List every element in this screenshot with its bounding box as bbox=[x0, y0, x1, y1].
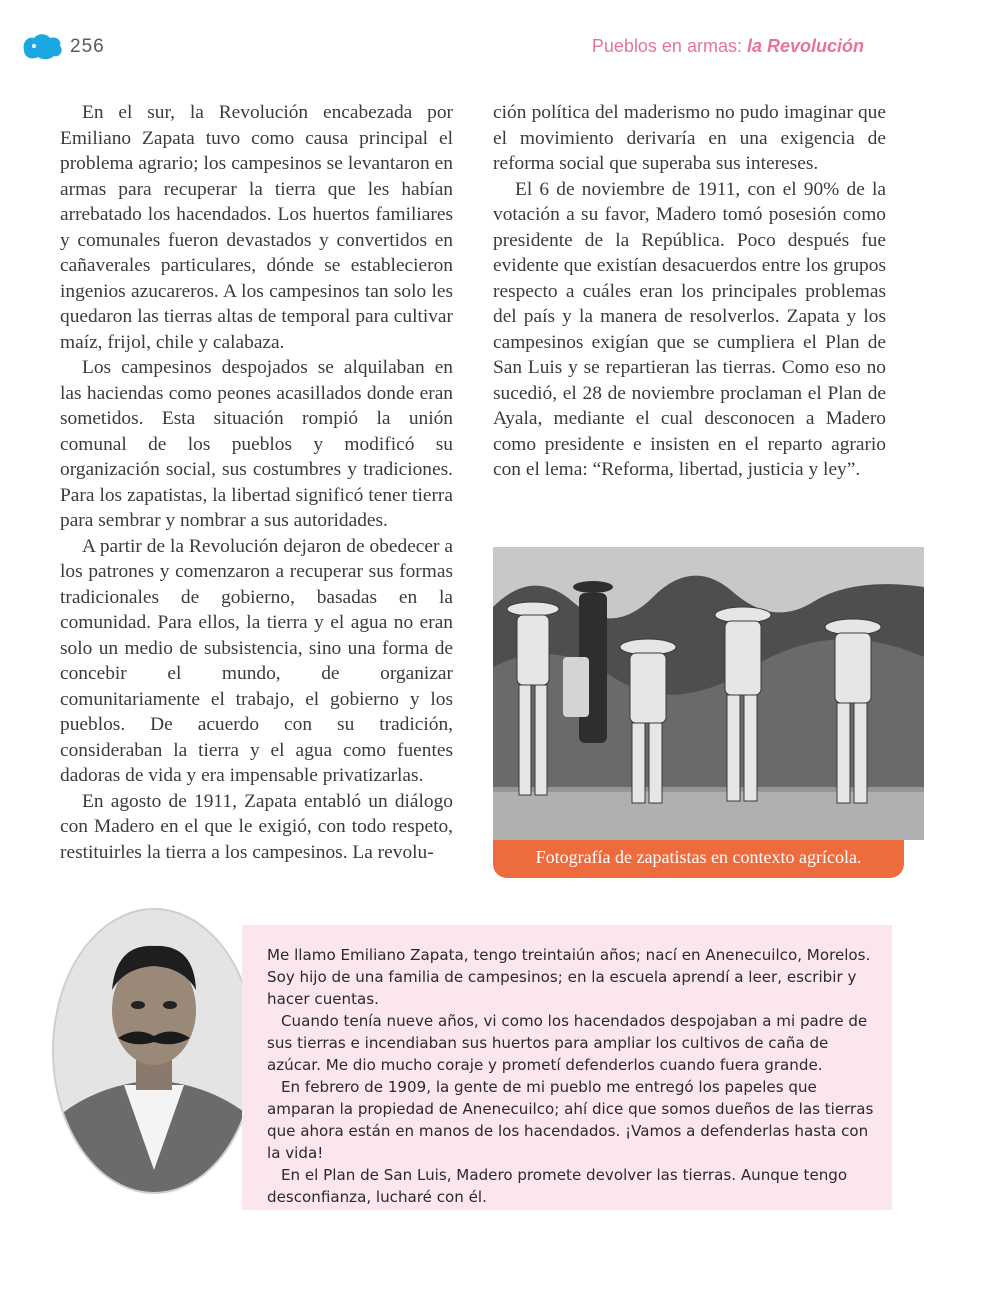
blob-icon bbox=[20, 32, 64, 60]
zapatistas-photo bbox=[493, 547, 924, 840]
caption-bar bbox=[493, 840, 904, 878]
left-column bbox=[60, 100, 453, 865]
page-header bbox=[0, 0, 986, 70]
quote-paragraph: En el Plan de San Luis, Madero promete devolver las tierras. Aunque tengo desconfianza, lucharé con él. bbox=[267, 1166, 848, 1206]
page-number: 256 bbox=[70, 36, 105, 57]
chapter-title-regular: Pueblos en armas: bbox=[591, 36, 747, 56]
paragraph: A partir de la Revolución dejaron de obedecer a los patrones y comenzaron a recuperar sus formas tradicionales de gobierno, basadas en la comunidad. Para ellos, la tierra y el agua no eran solo un medio de subsistencia, sino una forma de concebir el mundo, de organizar comunitariamente el trabajo, el gobierno y los pueblos. De acuerdo con su tradición, consideraban la tierra y el agua como fuentes dadoras de vida y era impensable privatizarlas. bbox=[60, 535, 453, 786]
paragraph: Los campesinos despojados se alquilaban en las haciendas como peones acasillados donde eran sometidos. Esta situación rompió la unión comunal de los pueblos y modificó su organización social, sus costumbres y tradiciones. Para los zapatistas, la libertad significó tener tierra para sembrar y nombrar a sus autoridades. bbox=[60, 357, 453, 531]
right-column bbox=[493, 100, 886, 483]
quote-paragraph: Me llamo Emiliano Zapata, tengo treintaiún años; nací en Anenecuilco, Morelos. Soy hijo de una familia de campesinos; en la escuela aprendí a leer, escribir y hacer cuentas. bbox=[267, 946, 871, 1008]
zapata-portrait bbox=[52, 908, 256, 1194]
quote-paragraph: Cuando tenía nueve años, vi como los hacendados despojaban a mi padre de sus tierras e incendiaban sus huertos para ampliar los cultivos de caña de azúcar. Me dio mucho coraje y prometí defenderlos cuando fuera grande. bbox=[267, 1012, 868, 1074]
chapter-title bbox=[592, 36, 864, 57]
photo-illustration bbox=[493, 547, 924, 840]
photo-caption: Fotografía de zapatistas en contexto agrícola. bbox=[535, 847, 862, 867]
zapata-quote bbox=[267, 944, 877, 1208]
chapter-title-italic: la Revolución bbox=[746, 36, 864, 56]
quote-paragraph: En febrero de 1909, la gente de mi pueblo me entregó los papeles que amparan la propiedad de Anenecuilco; ahí dice que somos dueños de las tierras que ahora están en manos de los hacendados. ¡Vamos a defenderlas hasta con la vida! bbox=[267, 1078, 874, 1162]
paragraph: En agosto de 1911, Zapata entabló un diálogo con Madero en el que le exigió, con todo respeto, restituirles la tierra a los campesinos. La revolu- bbox=[60, 790, 453, 863]
photo-figure bbox=[493, 547, 924, 880]
paragraph: En el sur, la Revolución encabezada por Emiliano Zapata tuvo como causa principal el problema agrario; los campesinos se levantaron en armas para recuperar la tierra que les habían arrebatado los hacendados. Los huertos familiares y comunales fueron devastados y convertidos en cañaverales particulares, dónde se establecieron ingenios azucareros. A los campesinos tan solo les quedaron las tierras altas de temporal para cultivar maíz, frijol, chile y calabaza. bbox=[60, 102, 453, 353]
portrait-illustration bbox=[54, 910, 254, 1192]
paragraph: El 6 de noviembre de 1911, con el 90% de la votación a su favor, Madero tomó posesión como presidente de la República. Poco después fue evidente que existían desacuerdos entre los grupos respecto a cuáles eran los principales problemas del país y la manera de resolverlos. Zapata y los campesinos exigían que se cumpliera el Plan de San Luis y se repartieran las tierras. Como eso no sucedió, el 28 de noviembre proclaman el Plan de Ayala, mediante el cual desconocen a Madero como presidente e insisten en el reparto agrario con el lema: “Reforma, libertad, justicia y ley”. bbox=[493, 178, 886, 480]
paragraph: ción política del maderismo no pudo imaginar que el movimiento derivaría en una exigencia de reforma social que superaba sus intereses. bbox=[493, 102, 886, 174]
